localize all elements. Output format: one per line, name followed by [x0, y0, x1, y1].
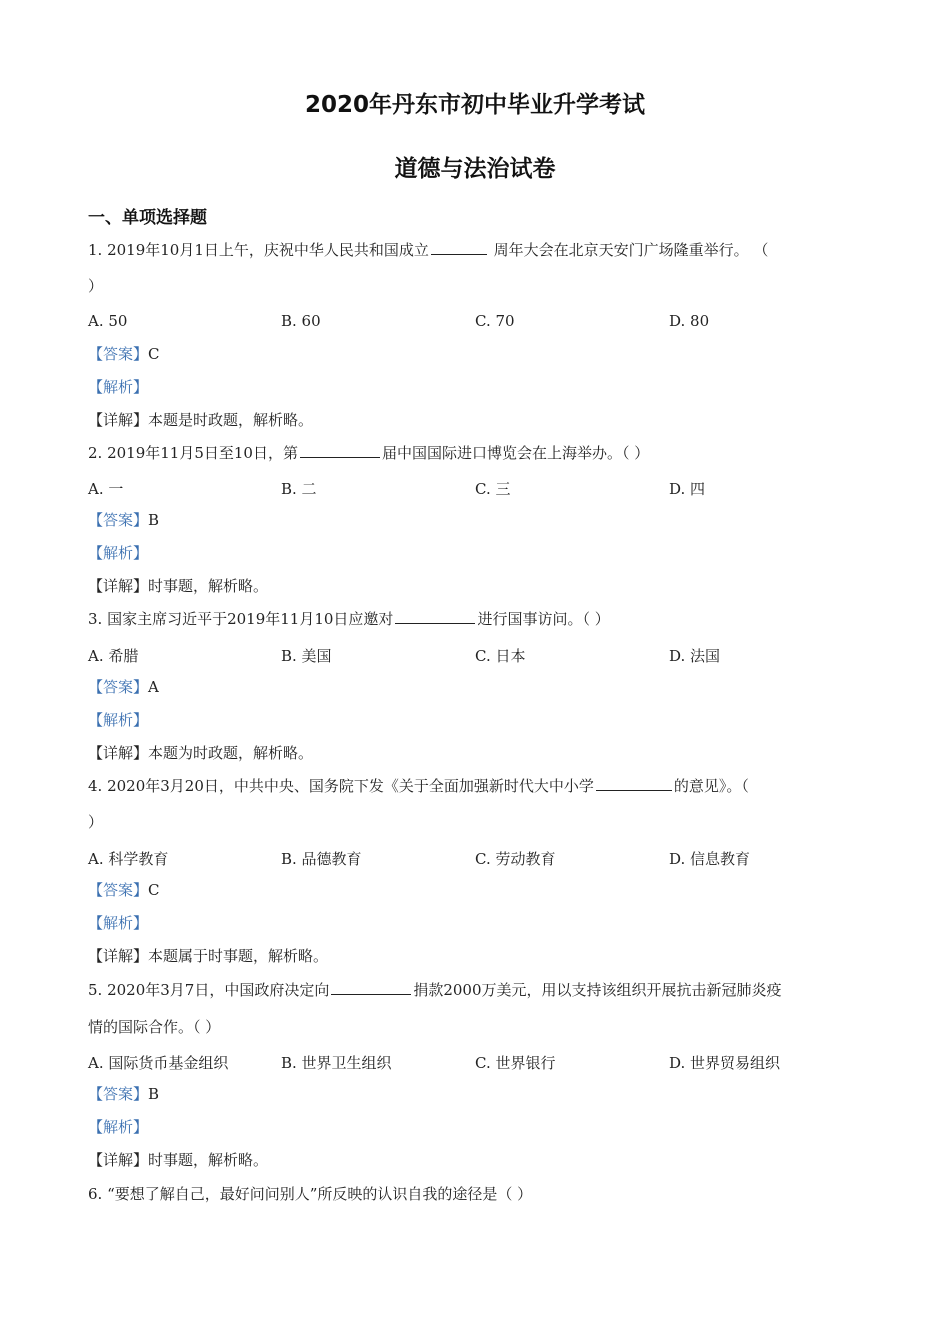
- q2-detail: 【详解】时事题，解析略。: [88, 577, 269, 595]
- q2-option-a: A. 一: [88, 480, 124, 498]
- q5-option-a: A. 国际货币基金组织: [88, 1054, 229, 1072]
- q1-analysis: 【解析】: [88, 378, 149, 396]
- q4-option-c: C. 劳动教育: [475, 850, 556, 868]
- section-heading: 一、单项选择题: [88, 208, 207, 228]
- answer-blank: [300, 443, 380, 458]
- q3-analysis: 【解析】: [88, 711, 149, 729]
- q4-option-a: A. 科学教育: [88, 850, 169, 868]
- q4-detail: 【详解】本题属于时事题，解析略。: [88, 947, 329, 965]
- q2-analysis: 【解析】: [88, 544, 149, 562]
- q5-option-c: C. 世界银行: [475, 1054, 556, 1072]
- q2-option-d: D. 四: [669, 480, 706, 498]
- q3-option-d: D. 法国: [669, 647, 721, 665]
- q3-option-b: B. 美国: [281, 647, 332, 665]
- exam-title: 2020年丹东市初中毕业升学考试: [304, 92, 645, 118]
- q1-detail: 【详解】本题是时政题，解析略。: [88, 411, 314, 429]
- q3-detail: 【详解】本题为时政题，解析略。: [88, 744, 314, 762]
- q5-analysis: 【解析】: [88, 1118, 149, 1136]
- answer-blank: [395, 609, 475, 624]
- q4-answer: 【答案】C: [88, 881, 160, 899]
- q1-option-d: D. 80: [669, 312, 710, 330]
- answer-blank: [596, 776, 672, 791]
- q2-option-b: B. 二: [281, 480, 317, 498]
- question-2: 2. 2019年11月5日至10日，第 届中国国际进口博览会在上海举办。（ ）: [88, 444, 650, 462]
- exam-subtitle: 道德与法治试卷: [394, 156, 556, 182]
- q2-option-c: C. 三: [475, 480, 511, 498]
- question-5: 5. 2020年3月7日，中国政府决定向 捐款2000万美元，用以支持该组织开展抗击新冠肺炎疫: [88, 981, 782, 999]
- q5-option-d: D. 世界贸易组织: [669, 1054, 781, 1072]
- q4-analysis: 【解析】: [88, 914, 149, 932]
- q2-answer: 【答案】B: [88, 511, 160, 529]
- q4-option-d: D. 信息教育: [669, 850, 751, 868]
- question-4: 4. 2020年3月20日，中共中央、国务院下发《关于全面加强新时代大中小学 的意见》。（: [88, 777, 749, 795]
- q1-answer: 【答案】C: [88, 345, 160, 363]
- question-1-continued: ）: [88, 277, 104, 295]
- question-6: 6. “要想了解自己，最好问问别人”所反映的认识自我的途径是（ ）: [88, 1185, 533, 1203]
- q3-answer: 【答案】A: [88, 678, 159, 696]
- q5-detail: 【详解】时事题，解析略。: [88, 1151, 269, 1169]
- answer-blank: [431, 240, 487, 255]
- question-3: 3. 国家主席习近平于2019年11月10日应邀对 进行国事访问。（ ）: [88, 610, 610, 628]
- q3-option-c: C. 日本: [475, 647, 526, 665]
- q4-option-b: B. 品德教育: [281, 850, 362, 868]
- q5-answer: 【答案】B: [88, 1085, 160, 1103]
- question-5-continued: 情的国际合作。（ ）: [88, 1018, 221, 1036]
- q1-option-a: A. 50: [88, 312, 128, 330]
- question-1: 1. 2019年10月1日上午，庆祝中华人民共和国成立 周年大会在北京天安门广场隆重举行。 （: [88, 241, 769, 259]
- answer-blank: [331, 980, 411, 995]
- q5-option-b: B. 世界卫生组织: [281, 1054, 392, 1072]
- q1-option-b: B. 60: [281, 312, 321, 330]
- q1-option-c: C. 70: [475, 312, 515, 330]
- question-4-continued: ）: [88, 813, 104, 831]
- q3-option-a: A. 希腊: [88, 647, 139, 665]
